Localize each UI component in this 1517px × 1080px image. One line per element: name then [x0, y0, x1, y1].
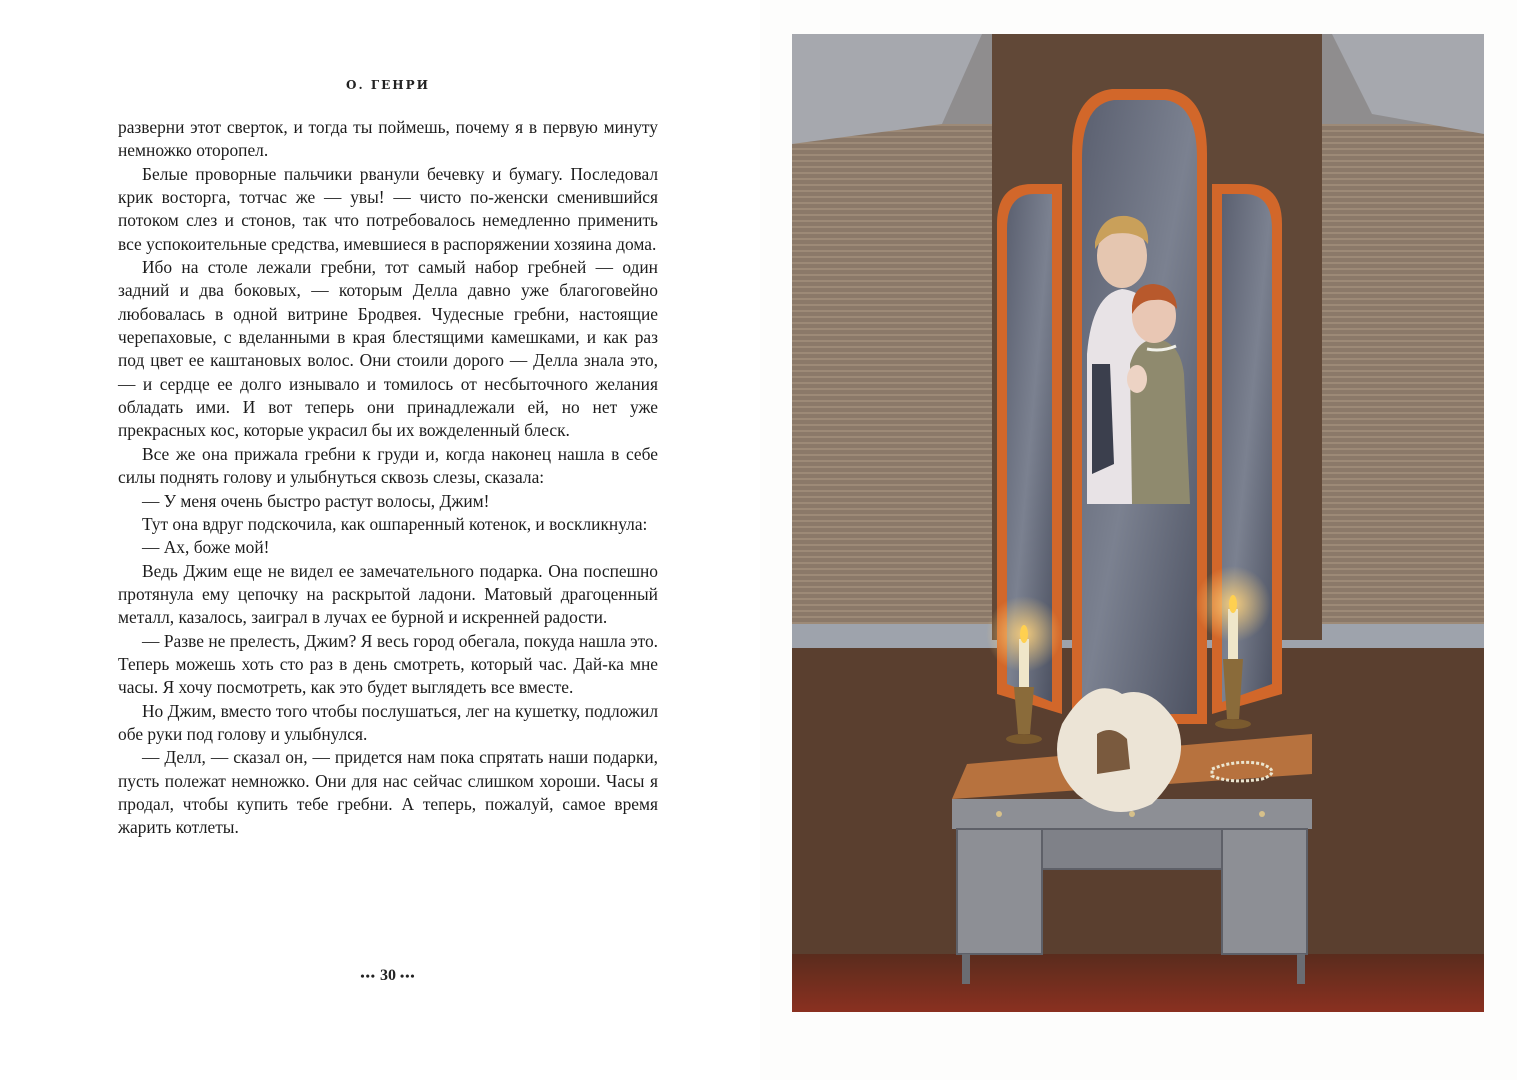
page-number: [118, 967, 658, 985]
floor: [792, 954, 1484, 1012]
paragraph: Ведь Джим еще не видел ее замечательного подарка. Она поспешно протянула ему цепочку на раскрытой ладони. Матовый драгоценный металл, казалось, заиграл в лучах ее бурной и искренней радости.: [118, 560, 658, 628]
running-head: О. ГЕНРИ: [346, 78, 430, 92]
paragraph: Все же она прижала гребни к груди и, когда наконец нашла в себе силы поднять голову и улыбнуться сквозь слезы, сказала:: [118, 443, 658, 488]
paragraph: — Делл, — сказал он, — придется нам пока спрятать наши подарки, пусть полежат немножко. Они для нас сейчас слишком хороши. Часы я продал, чтобы купить тебе гребни. А теперь, пожалуй, самое время жарить котлеты.: [118, 747, 658, 838]
paragraph: — Разве не прелесть, Джим? Я весь город обегала, покуда нашла это. Теперь можешь хоть сто раз в день смотреть, который час. Дай-ка мне часы. Я хочу посмотреть, как это будет выглядеть все вместе.: [118, 630, 658, 698]
couple-in-mirror-illustration: [792, 34, 1484, 1012]
folio-ornament-right: •••: [400, 969, 416, 983]
paragraph: Ибо на столе лежали гребни, тот самый набор гребней — один задний и два боковых, — которым Делла давно уже благоговейно любовалась в одной витрине Бродвея. Чудесные гребни, настоящие черепаховые, с вделанными в края блестящими камешками, и как раз под цвет ее каштановых волос. Они стоили дорого — Делла знала это, — и сердце ее долго изнывало и томилось от несбыточного желания обладать ими. И вот теперь они принадлежали ей, но нет уже прекрасных кос, которые украсил бы их вожделенный блеск.: [118, 257, 658, 441]
left-window: [792, 34, 992, 644]
paragraph: Но Джим, вместо того чтобы послушаться, лег на кушетку, подложил обе руки под голову и улыбнулся.: [118, 700, 658, 744]
paragraph: Белые проворные пальчики рванули бечевку и бумагу. Последовал крик восторга, тотчас же — увы! — чисто по-женски сменившийся потоком слез и стонов, так что потребовалось немедленно применить все успокоительные средства, имевшиеся в распоряжении хозяина дома.: [118, 163, 658, 254]
body-text: [118, 116, 658, 840]
paragraph: — Ах, боже мой!: [142, 537, 270, 558]
paragraph: разверни этот сверток, и тогда ты поймешь, почему я в первую минуту немножко оторопел.: [118, 117, 658, 161]
paragraph: Тут она вдруг подскочила, как ошпаренный котенок, и воскликнула:: [142, 513, 648, 534]
paragraph: — У меня очень быстро растут волосы, Джим!: [142, 490, 490, 511]
right-window: [1322, 34, 1484, 644]
folio-ornament-left: •••: [360, 969, 376, 983]
page-number-value: 30: [380, 967, 396, 984]
